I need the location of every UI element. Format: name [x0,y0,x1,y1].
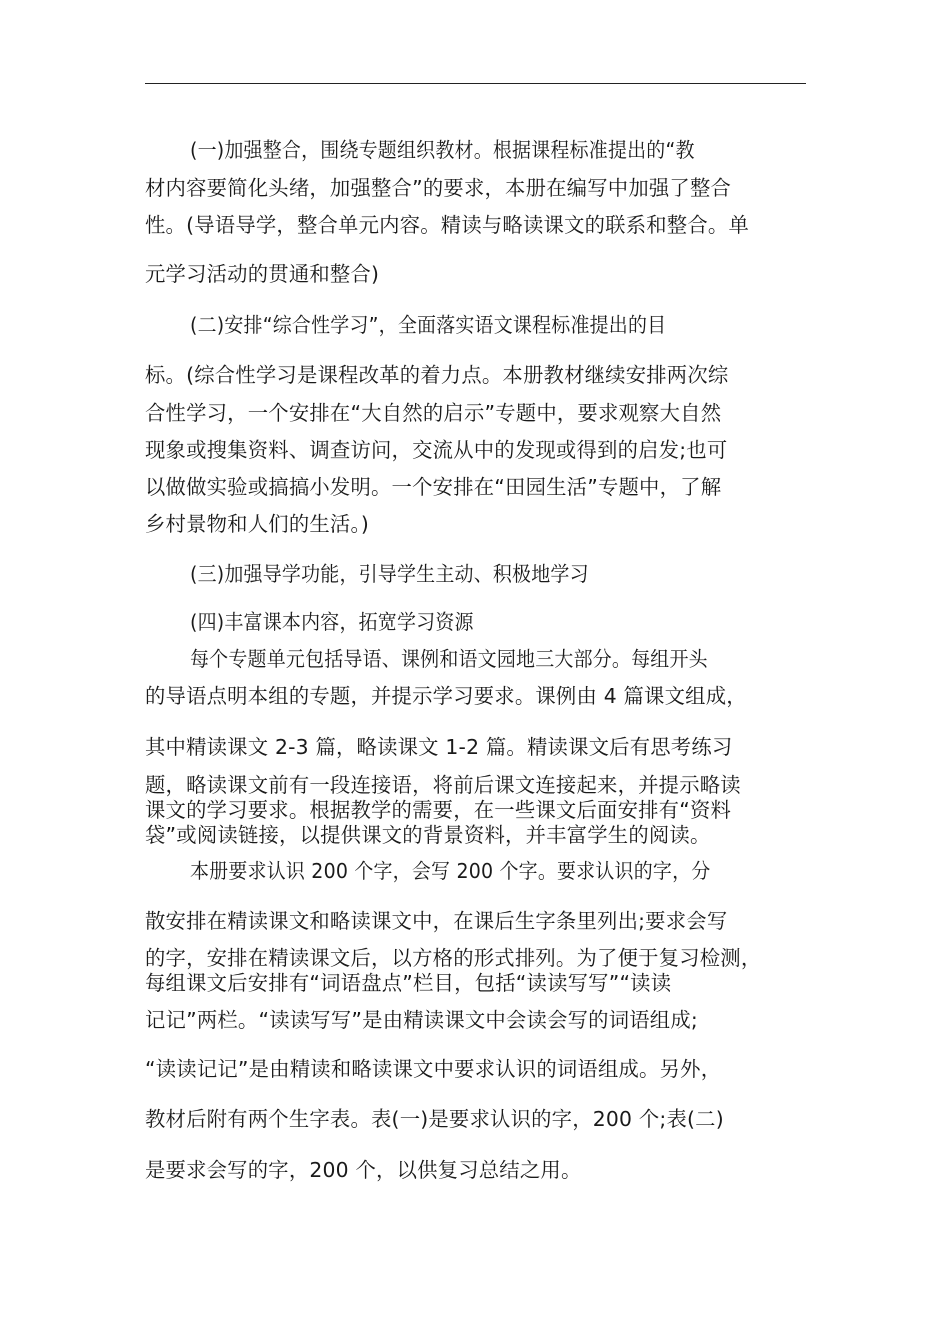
text-line: 的字，安排在精读课文后，以方格的形式排列。为了便于复习检测， [145,946,762,970]
text-line: 的导语点明本组的专题，并提示学习要求。课例由 4 篇课文组成， [145,684,747,708]
text-line: 袋”或阅读链接，以提供课文的背景资料，并丰富学生的阅读。 [145,823,711,847]
text-line: 每组课文后安排有“词语盘点”栏目，包括“读读写写”“读读 [145,971,672,995]
text-line: 课文的学习要求。根据教学的需要，在一些课文后面安排有“资料 [145,798,732,822]
text-line: 标。(综合性学习是课程改革的着力点。本册教材继续安排两次综 [145,363,729,387]
text-line: 本册要求认识 200 个字，会写 200 个字。要求认识的字，分 [190,859,711,883]
text-line: 题，略读课文前有一段连接语，将前后课文连接起来，并提示略读 [145,773,741,797]
text-line: 教材后附有两个生字表。表(一)是要求认识的字，200 个;表(二) [145,1107,724,1131]
text-line: 元学习活动的贯通和整合) [145,262,380,286]
text-line: “读读记记”是由精读和略读课文中要求认识的词语组成。另外， [145,1057,722,1081]
text-line: 每个专题单元包括导语、课例和语文园地三大部分。每组开头 [190,647,708,671]
text-line: 合性学习，一个安排在“大自然的启示”专题中，要求观察大自然 [145,401,722,425]
text-line: 以做做实验或搞搞小发明。一个安排在“田园生活”专题中，了解 [145,475,722,499]
text-line: 散安排在精读课文和略读课文中，在课后生字条里列出;要求会写 [145,909,728,933]
text-line: 现象或搜集资料、调查访问，交流从中的发现或得到的启发;也可 [145,438,728,462]
text-line: 其中精读课文 2-3 篇，略读课文 1-2 篇。精读课文后有思考练习 [145,735,733,759]
text-line: (二)安排“综合性学习”，全面落实语文课程标准提出的目 [190,313,667,337]
header-rule [145,83,806,84]
text-line: 材内容要简化头绪，加强整合”的要求，本册在编写中加强了整合 [145,176,732,200]
text-line: 性。(导语导学，整合单元内容。精读与略读课文的联系和整合。单 [145,213,749,237]
text-line: (四)丰富课本内容，拓宽学习资源 [190,610,474,634]
text-line: 乡村景物和人们的生活。) [145,512,369,536]
text-line: (一)加强整合，围绕专题组织教材。根据课程标准提出的“教 [190,138,695,162]
text-line: (三)加强导学功能，引导学生主动、积极地学习 [190,562,589,586]
text-line: 记记”两栏。“读读写写”是由精读课文中会读会写的词语组成; [145,1008,698,1032]
text-line: 是要求会写的字，200 个，以供复习总结之用。 [145,1158,582,1182]
